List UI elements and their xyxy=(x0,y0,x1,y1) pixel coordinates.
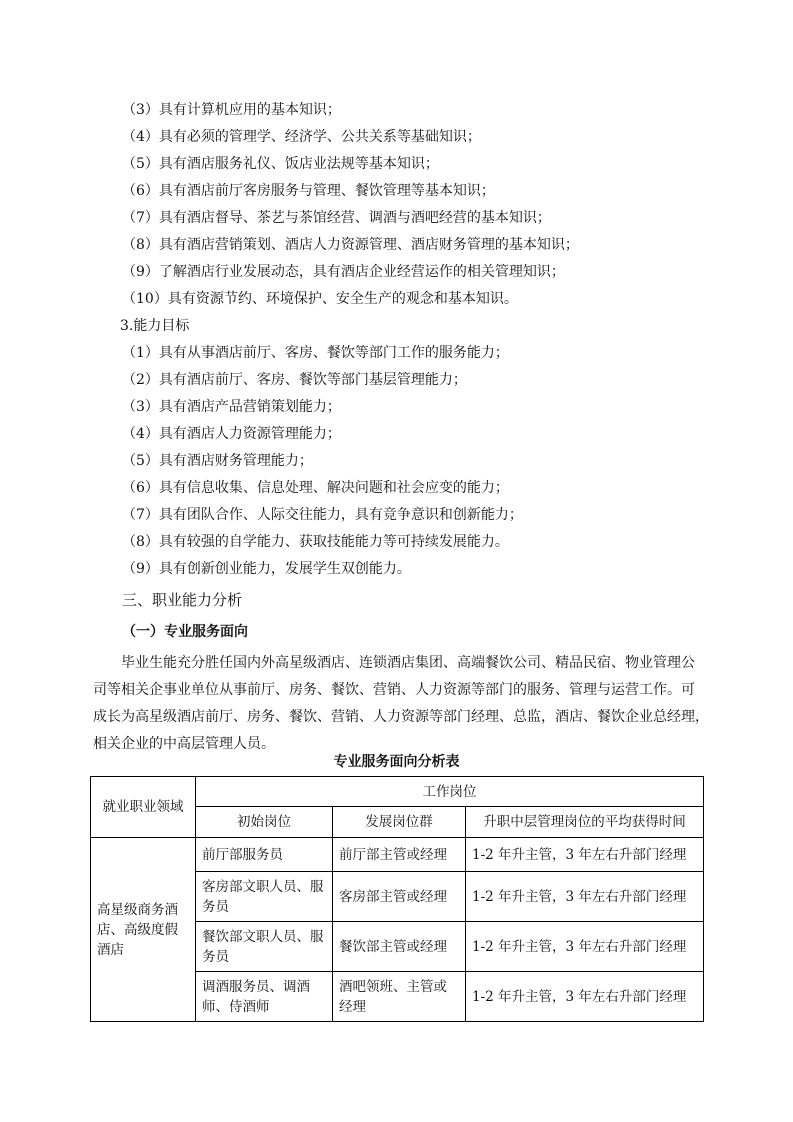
table-row xyxy=(91,838,704,872)
ability-item: （4）具有酒店人力资源管理能力； xyxy=(122,426,341,442)
field-cell: 高星级商务酒店、高级度假酒店 xyxy=(91,838,196,1022)
service-paragraph xyxy=(93,650,709,758)
service-analysis-table xyxy=(90,776,704,1022)
paragraph-line: 成长为高星级酒店前厅、房务、餐饮、营销、人力资源等部门经理、总监，酒店、餐饮企业总经理， xyxy=(93,709,709,725)
table-cell: 1-2 年升主管，3 年左右升部门经理 xyxy=(466,972,704,1022)
knowledge-item: （10）具有资源节约、环境保护、安全生产的观念和基本知识。 xyxy=(122,291,518,307)
table-cell: 1-2 年升主管，3 年左右升部门经理 xyxy=(466,838,704,872)
ability-item: （7）具有团队合作、人际交往能力，具有竞争意识和创新能力； xyxy=(122,507,523,523)
ability-item: （8）具有较强的自学能力、获取技能能力等可持续发展能力。 xyxy=(122,534,509,550)
ability-item: （3）具有酒店产品营销策划能力； xyxy=(122,399,341,415)
table-cell: 客房部文职人员、服务员 xyxy=(196,872,333,922)
knowledge-item: （7）具有酒店督导、茶艺与茶馆经营、调酒与酒吧经营的基本知识； xyxy=(122,210,551,226)
section-heading: 三、职业能力分析 xyxy=(122,591,243,609)
ability-item: （1）具有从事酒店前厅、客房、餐饮等部门工作的服务能力； xyxy=(122,345,509,361)
table-cell: 客房部主管或经理 xyxy=(333,872,466,922)
knowledge-item: （8）具有酒店营销策划、酒店人力资源管理、酒店财务管理的基本知识； xyxy=(122,237,579,253)
header-field: 就业职业领域 xyxy=(91,777,196,838)
knowledge-item: （9）了解酒店行业发展动态，具有酒店企业经营运作的相关管理知识； xyxy=(122,264,565,280)
table-cell: 前厅部服务员 xyxy=(196,838,333,872)
ability-item: （6）具有信息收集、信息处理、解决问题和社会应变的能力； xyxy=(122,480,509,496)
ability-item: （9）具有创新创业能力，发展学生双创能力。 xyxy=(122,561,411,577)
knowledge-item: （4）具有必须的管理学、经济学、公共关系等基础知识； xyxy=(122,129,481,145)
paragraph-line: 相关企业的中高层管理人员。 xyxy=(93,736,275,752)
table-cell: 前厅部主管或经理 xyxy=(333,838,466,872)
column-header: 发展岗位群 xyxy=(333,807,466,838)
subsection-heading: （一）专业服务面向 xyxy=(122,624,248,640)
header-group: 工作岗位 xyxy=(196,777,704,807)
ability-item: （2）具有酒店前厅、客房、餐饮等部门基层管理能力； xyxy=(122,372,467,388)
ability-item: （5）具有酒店财务管理能力； xyxy=(122,453,313,469)
table-cell: 1-2 年升主管，3 年左右升部门经理 xyxy=(466,922,704,972)
table-cell: 调酒服务员、调酒师、侍酒师 xyxy=(196,972,333,1022)
table-cell: 1-2 年升主管，3 年左右升部门经理 xyxy=(466,872,704,922)
knowledge-item: （5）具有酒店服务礼仪、饭店业法规等基本知识； xyxy=(122,156,439,172)
ability-heading: 3.能力目标 xyxy=(120,318,190,334)
table-cell: 酒吧领班、主管或经理 xyxy=(333,972,466,1022)
table-caption: 专业服务面向分析表 xyxy=(333,754,460,770)
table-cell: 餐饮部文职人员、服务员 xyxy=(196,922,333,972)
table-cell: 餐饮部主管或经理 xyxy=(333,922,466,972)
table-header-row xyxy=(91,777,704,807)
paragraph-line: 司等相关企事业单位从事前厅、房务、餐饮、营销、人力资源等部门的服务、管理与运营工作。可 xyxy=(93,682,695,698)
column-header: 初始岗位 xyxy=(196,807,333,838)
knowledge-item: （3）具有计算机应用的基本知识； xyxy=(122,102,341,118)
paragraph-line: 毕业生能充分胜任国内外高星级酒店、连锁酒店集团、高端餐饮公司、精品民宿、物业管理公 xyxy=(121,655,695,671)
column-header: 升职中层管理岗位的平均获得时间 xyxy=(466,807,704,838)
knowledge-item: （6）具有酒店前厅客房服务与管理、餐饮管理等基本知识； xyxy=(122,183,495,199)
